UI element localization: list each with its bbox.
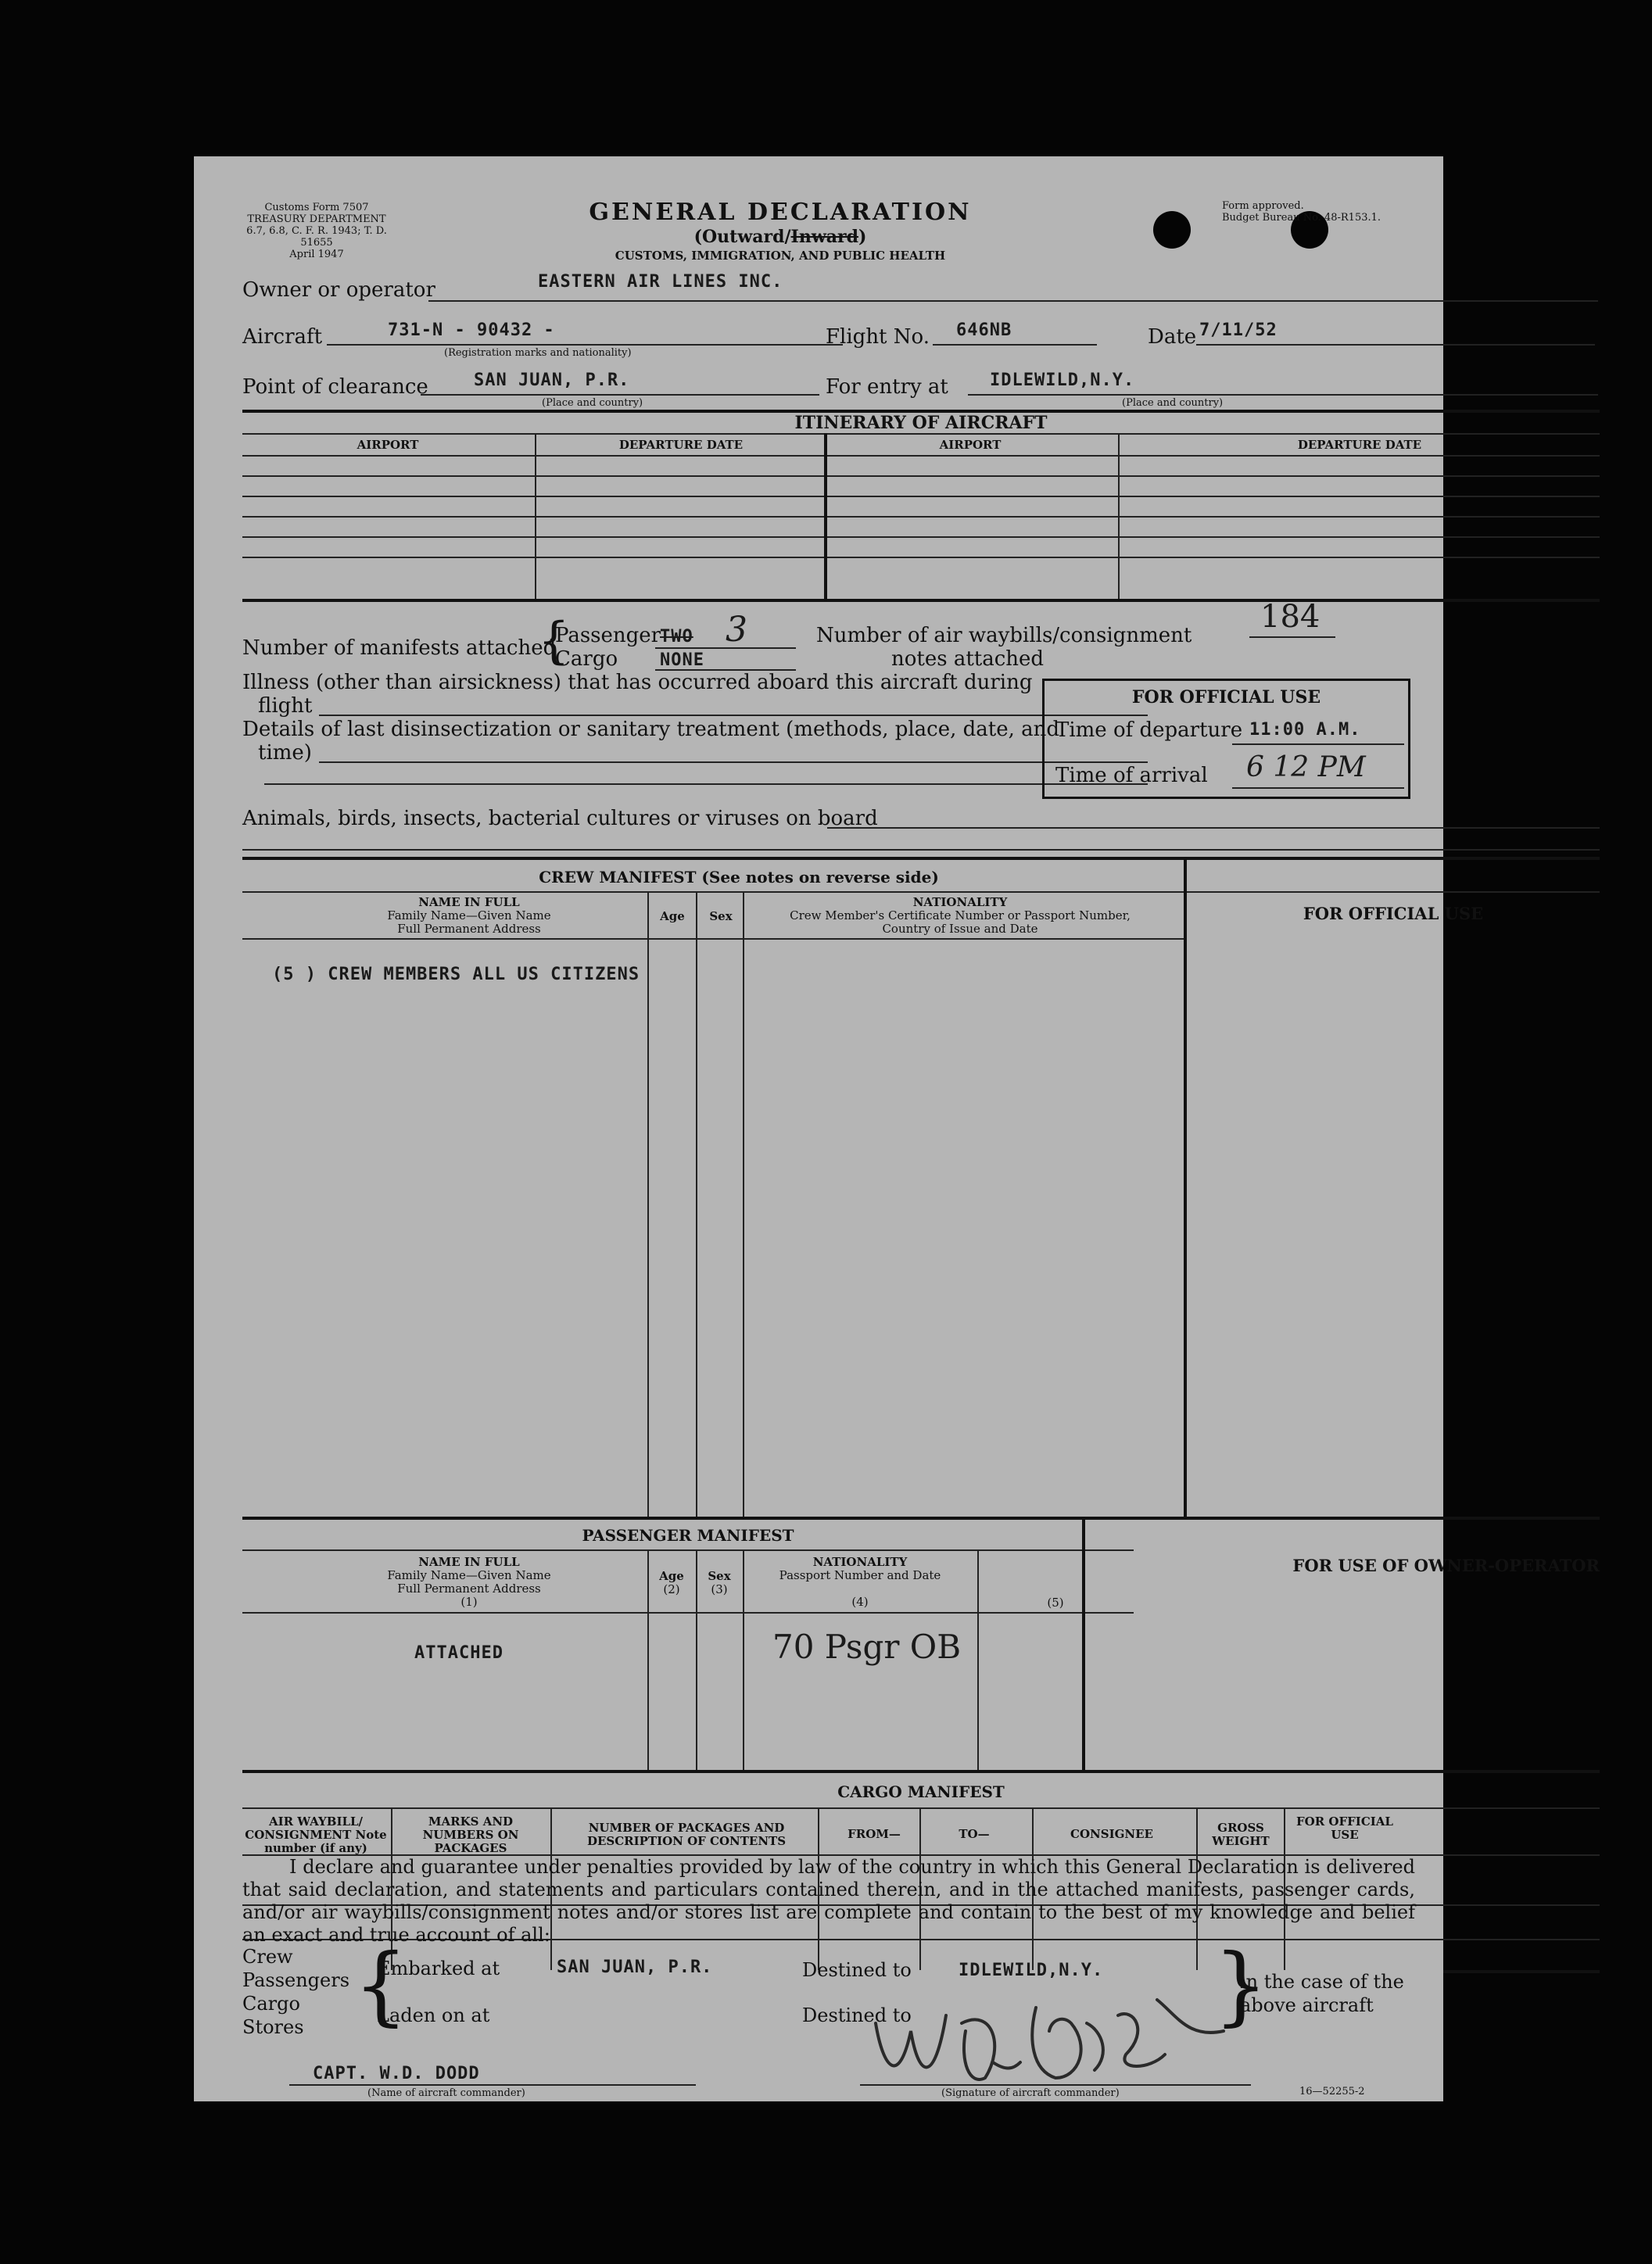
itinerary-col-departure-2: DEPARTURE DATE [1297,438,1422,452]
crew-entry: (5 ) CREW MEMBERS ALL US CITIZENS [272,965,640,984]
date-label: Date [1148,325,1197,349]
passenger-count-note: 70 Psgr OB [772,1628,962,1666]
case-brace: } [1213,1935,1268,2035]
crew-col-name: NAME IN FULL Family Name—Given Name Full Permanent Address [387,895,551,936]
itinerary-col-airport-2: AIRPORT [939,438,1002,452]
animals-label: Animals, birds, insects, bacterial cultures or viruses on board [242,807,878,830]
flight-value: 646NB [956,321,1012,340]
cargo-col-from: FROM— [848,1827,901,1841]
manifests-brace: { [538,612,570,670]
item-crew: Crew [242,1946,293,1968]
passenger-manifest-value: 3 [726,610,747,650]
destined-label: Destined to [802,1959,912,1981]
owner-value: EASTERN AIR LINES INC. [538,272,783,292]
itinerary-title: ITINERARY OF AIRCRAFT [794,413,1048,433]
waybills-label-2: notes attached [891,647,1045,671]
aircraft-label: Aircraft [242,325,323,349]
passenger-manifest-struck: TWO [660,627,693,647]
passenger-col-nationality: NATIONALITY Passport Number and Date (4) [779,1555,941,1609]
owner-line [428,300,1598,302]
owner-operator-use: FOR USE OF OWNER-OPERATOR [1292,1556,1600,1575]
commander-caption: (Name of aircraft commander) [367,2087,525,2099]
entry-value: IDLEWILD,N.Y. [990,371,1135,390]
disinsect-label: Details of last disinsectization or sanitary treatment (methods, place, date, and [242,718,1060,741]
destined-value: IDLEWILD,N.Y. [959,1961,1104,1980]
cargo-manifest-value: NONE [660,650,704,670]
form-identification [242,202,391,260]
disinsect-label-2: time) [258,741,312,765]
passenger-col-sex: Sex (3) [708,1569,731,1596]
punch-hole [1153,211,1191,249]
item-cargo: Cargo [242,1993,300,2015]
authority: 6.7, 6.8, C. F. R. 1943; T. D. 51655 [246,225,387,249]
flight-line [933,344,1097,346]
crew-col-nationality: NATIONALITY Crew Member's Certificate Number or Passport Number, Country of Issue and Date [790,895,1131,936]
passenger-col-name: NAME IN FULL Family Name—Given Name Full Permanent Address (1) [387,1555,551,1609]
illness-label-2: flight [258,694,313,718]
cargo-col-marks: MARKS AND NUMBERS ON PACKAGES [422,1814,519,1855]
page-title: GENERAL DECLARATION [589,199,972,226]
declaration-text: I declare and guarantee under penalties provided by law of the country in which this General Declaration is delivered that said declaration, and statements and particulars contained therein, and in the attached manifests, passenger cards, and/or air waybills/consignment notes and/or stores list are complete and contain to the best of my knowledge and belief an exact and true account of all: [242,1856,1415,1946]
crew-official-use: FOR OFFICIAL USE [1303,904,1484,923]
items-brace: { [353,1935,408,2035]
cargo-col-consignee: CONSIGNEE [1070,1827,1153,1841]
page-subtitle-2: CUSTOMS, IMMIGRATION, AND PUBLIC HEALTH [615,249,946,263]
print-code: 16—52255-2 [1299,2086,1365,2097]
clearance-line [421,394,819,396]
destined-label-2: Destined to [802,2004,912,2026]
official-use-box [1042,679,1410,799]
flight-label: Flight No. [826,325,930,349]
clearance-caption: (Place and country) [542,397,643,409]
illness-label: Illness (other than airsickness) that has occurred aboard this aircraft during [242,671,1033,694]
cargo-manifest-title: CARGO MANIFEST [837,1782,1005,1801]
signature-caption: (Signature of aircraft commander) [941,2087,1120,2099]
official-use-title: FOR OFFICIAL USE [1131,687,1321,708]
passenger-entry: ATTACHED [414,1643,503,1663]
form-date: April 1947 [289,249,344,260]
passenger-manifest-label: Passenger [555,624,661,647]
itinerary-col-departure: DEPARTURE DATE [618,438,744,452]
laden-label: Laden on at [377,2004,490,2026]
entry-line [968,394,1598,396]
form-number: Customs Form 7507 [264,202,369,213]
approval-note: Form approved. Budget Bureau No. 48-R153.1. [1222,200,1381,224]
clearance-label: Point of clearance [242,375,428,399]
department: TREASURY DEPARTMENT [247,213,386,225]
date-line [1196,344,1595,346]
item-passengers: Passengers [242,1969,350,1991]
form-sheet [194,156,1600,2101]
case-note: in the case of the above aircraft [1240,1971,1404,2016]
arrival-time-label: Time of arrival [1055,764,1208,787]
cargo-col-weight: GROSS WEIGHT [1212,1821,1270,1848]
manifests-label: Number of manifests attached [242,636,557,660]
crew-col-sex: Sex [709,909,733,923]
arrival-time-value: 6 12 PM [1246,751,1366,783]
itinerary-col-airport: AIRPORT [357,438,419,452]
declaration-items [242,1945,349,2039]
cargo-manifest-label: Cargo [555,647,618,671]
clearance-value: SAN JUAN, P.R. [474,371,630,390]
item-stores: Stores [242,2016,304,2038]
passenger-col-5: (5) [1047,1596,1064,1610]
embarked-label: Embarked at [377,1958,500,1979]
cargo-col-packages: NUMBER OF PACKAGES AND DESCRIPTION OF CONTENTS [586,1821,787,1848]
cargo-col-waybill: AIR WAYBILL/ CONSIGNMENT Note number (if any) [245,1814,387,1855]
passenger-col-age: Age (2) [659,1569,684,1596]
commander-signature [868,1976,1235,2094]
page-subtitle: (Outward/Inward) [693,227,867,247]
departure-time-label: Time of departure [1055,718,1243,742]
cargo-col-to: TO— [959,1827,990,1841]
crew-manifest-title: CREW MANIFEST (See notes on reverse side) [539,868,939,887]
date-value: 7/11/52 [1199,321,1278,340]
embarked-value: SAN JUAN, P.R. [557,1958,713,1977]
departure-time-value: 11:00 A.M. [1249,720,1361,740]
owner-label: Owner or operator [242,278,435,302]
entry-caption: (Place and country) [1122,397,1224,409]
aircraft-line [327,344,843,346]
commander-name: CAPT. W.D. DODD [313,2064,480,2083]
crew-col-age: Age [660,909,685,923]
passenger-manifest-title: PASSENGER MANIFEST [582,1526,794,1545]
waybills-label: Number of air waybills/consignment [816,624,1192,647]
waybills-value: 184 [1260,599,1321,635]
cargo-col-official: FOR OFFICIAL USE [1296,1814,1393,1842]
entry-label: For entry at [826,375,948,399]
aircraft-caption: (Registration marks and nationality) [444,347,632,359]
aircraft-value: 731-N - 90432 - [388,321,555,340]
